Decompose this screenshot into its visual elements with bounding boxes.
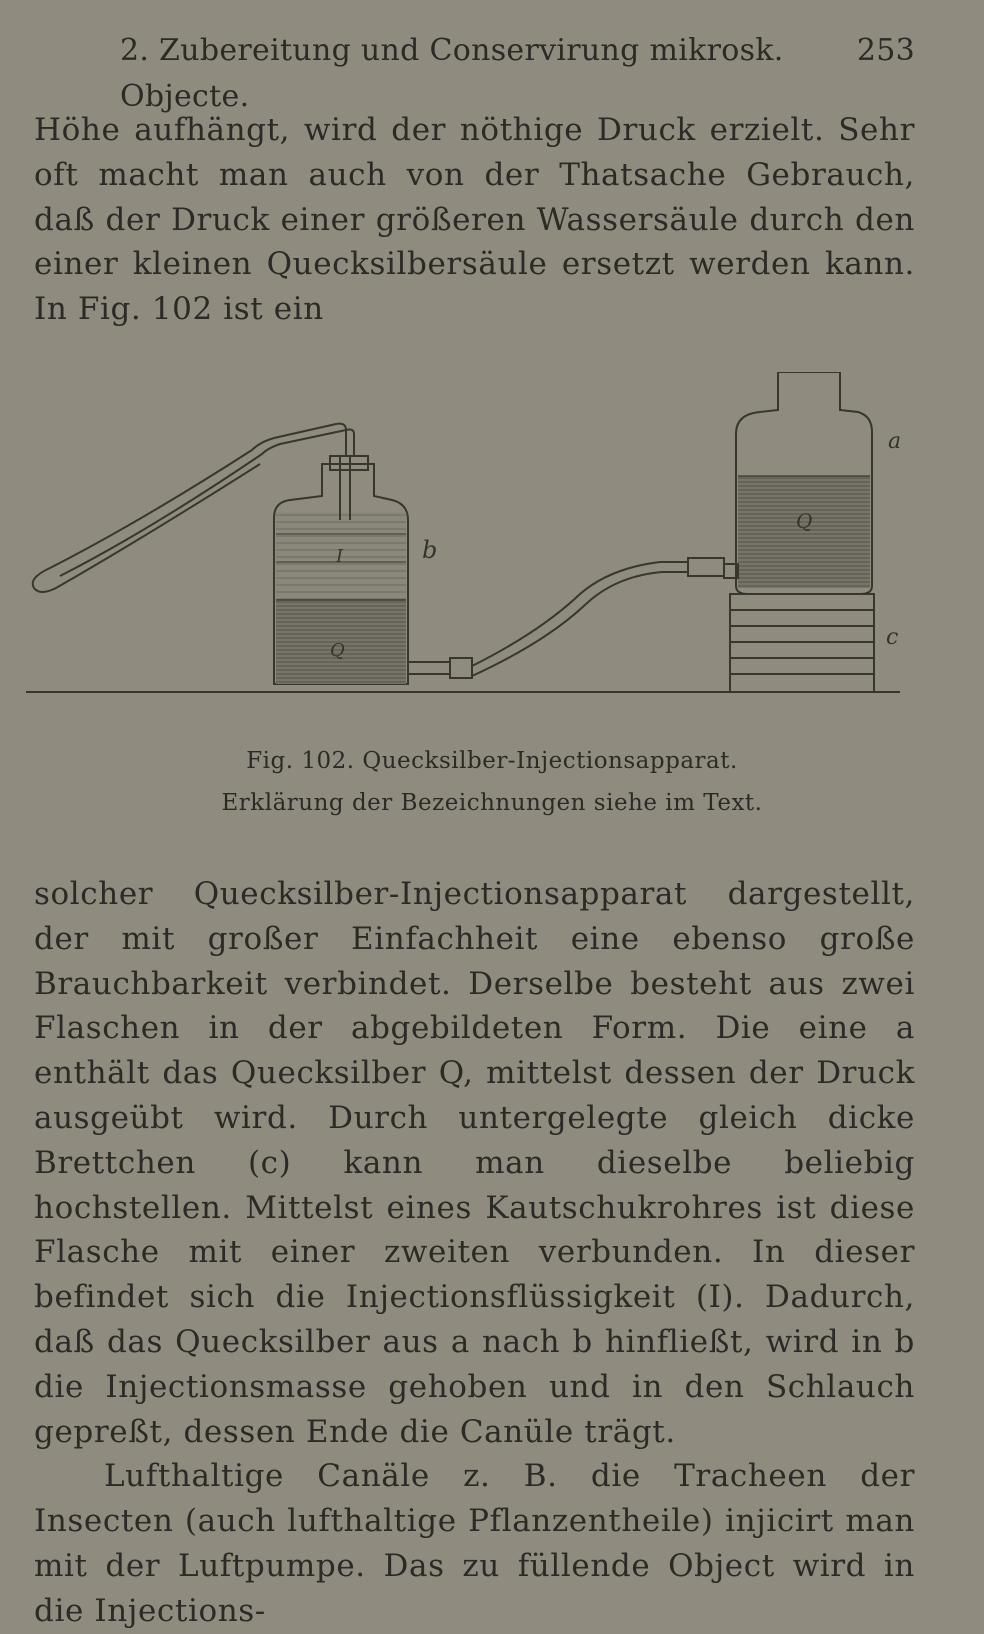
paragraph: solcher Quecksilber-Injectionsapparat dargestellt, der mit großer Einfachheit eine ebenso große Brauchbarkeit verbindet. Derselbe besteht aus zwei Flaschen in der abgebildeten Form. Die eine a enthält das Quecksilber Q, mittelst dessen der Druck ausgeübt wird. Durch untergelegte gleich dicke Brettchen (c) kann man dieselbe beliebig hochstellen. Mittelst eines Kautschukrohres ist diese Flasche mit einer zweiten verbunden. In dieser befindet sich die Injectionsflüssigkeit (I). Dadurch, daß das Quecksilber aus a nach b hinfließt, wird in b die Injectionsmasse gehoben und in den Schlauch gepreßt, dessen Ende die Canüle trägt.: [34, 876, 915, 1450]
label-c: c: [886, 625, 899, 650]
figure-102: [20, 372, 920, 720]
page-number: 253: [856, 33, 915, 68]
text-block-top: [34, 108, 915, 332]
label-a: a: [888, 429, 902, 454]
label-i-bottle-b: I: [336, 546, 344, 567]
apparatus-illustration: [20, 372, 920, 720]
figure-caption-note: Erklärung der Bezeichnungen siehe im Text.: [221, 790, 763, 816]
paragraph: Lufthaltige Canäle z. B. die Tracheen der Insecten (auch lufthaltige Pflanzentheile) injicirt man mit der Luftpumpe. Das zu füllende Object wird in die Injections-: [34, 1458, 915, 1629]
label-q-bottle-b: Q: [330, 640, 345, 661]
figure-caption-title: Fig. 102. Quecksilber-Injectionsapparat.: [246, 748, 738, 774]
label-b: b: [422, 536, 438, 564]
paragraph: Höhe aufhängt, wird der nöthige Druck erzielt. Sehr oft macht man auch von der Thatsache Gebrauch, daß der Druck einer größeren Wassersäule durch den einer kleinen Quecksilbersäule ersetzt werden kann. In Fig. 102 ist ein: [34, 112, 915, 328]
label-q-bottle-a: Q: [796, 509, 813, 533]
text-block-bottom: [34, 872, 915, 1634]
running-head: [120, 28, 915, 114]
running-head-title: 2. Zubereitung und Conservirung mikrosk. Objecte.: [120, 33, 784, 114]
